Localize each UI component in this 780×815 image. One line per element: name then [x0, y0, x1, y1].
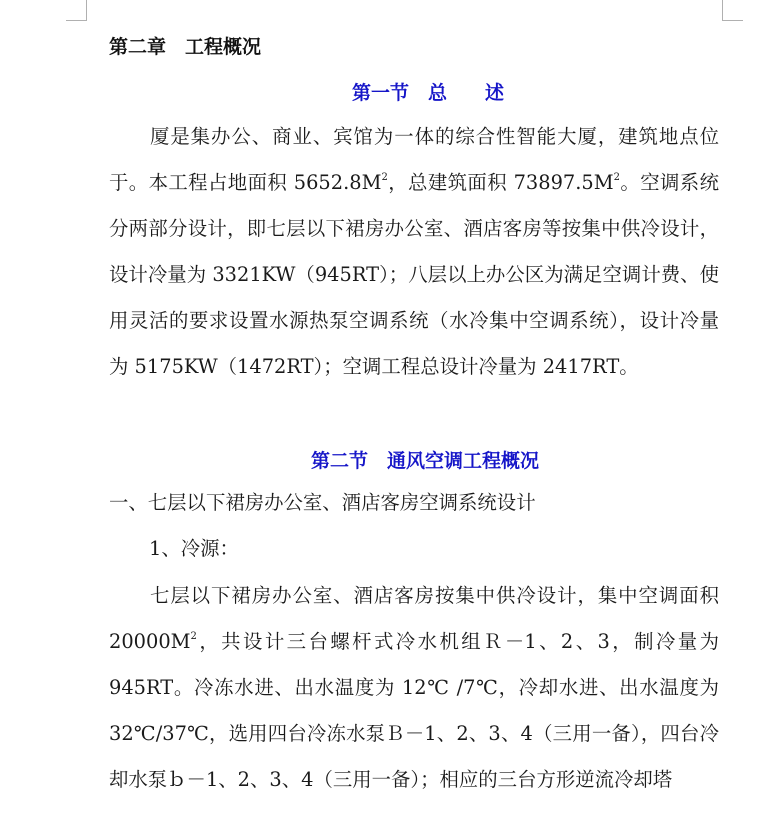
cooling-source-paragraph [109, 573, 719, 803]
crop-mark-top-right [722, 0, 723, 20]
cooling-text-part1: 七层以下裙房办公室、酒店客房按集中供冷设计，集中空调面积 20000M [109, 584, 719, 653]
cooling-source-heading: 1、冷源： [149, 537, 239, 560]
crop-mark-top-left-horizontal [66, 20, 87, 21]
superscript-2: 2 [381, 172, 388, 183]
overview-text-part1: 厦是集办公、商业、宾馆为一体的综合性智能大厦，建筑地点位于。本工程占地面积 5652.8M [109, 125, 719, 194]
overview-text-part3: 。空调系统分两部分设计，即七层以下裙房办公室、酒店客房等按集中供冷设计，设计冷量为 3321KW（945RT）；八层以上办公区为满足空调计费、使用灵活的要求设置水源热泵空调系统（水冷集中空调系统），设计冷量为 5175KW（1472RT）；空调工程总设计冷量为 2417RT。 [109, 171, 719, 378]
overview-paragraph [109, 114, 719, 390]
cooling-text-part2: ，共设计三台螺杆式冷水机组Ｒ－1、2、3，制冷量为 945RT。冷冻水进、出水温度为 12℃ /7℃，冷却水进、出水温度为 32℃/37℃，选用四台冷冻水泵Ｂ－1、2、3、4（三用一备），四台冷却水泵ｂ－1、2、3、4（三用一备）；相应的三台方形逆流冷却塔 [109, 630, 719, 791]
chapter-title: 第二章 工程概况 [109, 36, 262, 58]
section-title-hvac: 第二节 通风空调工程概况 [311, 450, 540, 472]
crop-mark-top-left [86, 0, 87, 20]
section-title-overview: 第一节 总 述 [352, 82, 505, 104]
superscript-2: 2 [190, 631, 197, 642]
subsection-heading: 一、七层以下裙房办公室、酒店客房空调系统设计 [109, 491, 536, 514]
overview-text-part2: ，总建筑面积 73897.5M [387, 171, 614, 194]
crop-mark-top-right-horizontal [722, 20, 743, 21]
superscript-2: 2 [613, 172, 621, 183]
